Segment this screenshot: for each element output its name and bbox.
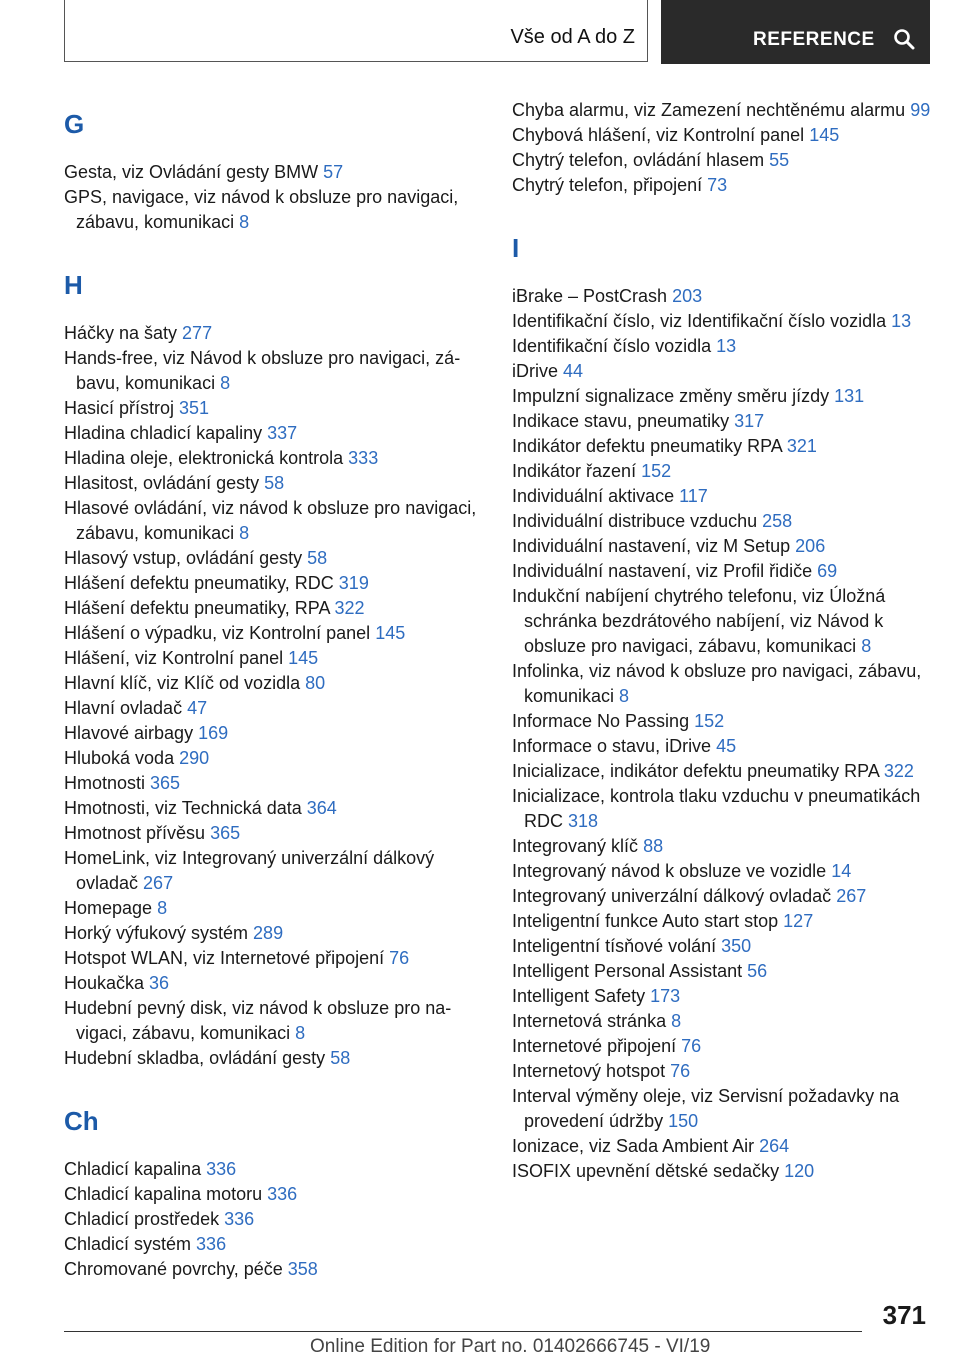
index-entry (512, 984, 932, 1009)
index-column-left (64, 100, 484, 1282)
index-entry-text: Chyba alarmu, viz Zamezení nechtěnému alarmu (512, 100, 911, 120)
index-entry (64, 971, 484, 996)
page-reference-link[interactable]: 8 (619, 686, 630, 706)
page-reference-link[interactable]: 322 (883, 761, 914, 781)
page-reference-link[interactable]: 203 (672, 286, 703, 306)
index-entry (512, 173, 932, 198)
index-entry-text: Inicializace, indikátor defektu pneumatiky RPA (512, 761, 884, 781)
index-entry-text: Informace o stavu, iDrive (512, 736, 717, 756)
index-entry (64, 721, 484, 746)
index-entry (512, 409, 932, 434)
index-entry (512, 759, 932, 784)
page-reference-link[interactable]: 76 (670, 1061, 691, 1081)
section-tab (64, 0, 648, 62)
index-entry-text: Inteligentní funkce Auto start stop (512, 911, 784, 931)
index-entry-text: Individuální nastavení, viz Profil řidiče (512, 561, 818, 581)
index-entry (64, 1046, 484, 1071)
page-reference-link[interactable]: 145 (288, 648, 319, 668)
index-entry-text: Hluboká voda (64, 748, 180, 768)
page-reference-link[interactable]: 56 (747, 961, 768, 981)
page-reference-link[interactable]: 76 (681, 1036, 702, 1056)
index-entry-text: Integrovaný klíč (512, 836, 644, 856)
index-entry-text: Hladina oleje, elektronická kontrola (64, 448, 349, 468)
page-reference-link[interactable]: 13 (716, 336, 737, 356)
index-entry-text: Houkačka (64, 973, 150, 993)
index-entry-text: Chladicí kapalina (64, 1159, 207, 1179)
index-entry-text: Hmotnost přívěsu (64, 823, 211, 843)
index-entry (512, 123, 932, 148)
page-reference-link[interactable]: 350 (721, 936, 752, 956)
section-gap (512, 198, 932, 218)
index-entry-text: Individuální distribuce vzduchu (512, 511, 763, 531)
page-reference-link[interactable]: 318 (568, 811, 599, 831)
page-reference-link[interactable]: 145 (809, 125, 840, 145)
index-letter-heading: G (64, 109, 85, 139)
index-entry-text: Hlavní ovladač (64, 698, 188, 718)
page-reference-link[interactable]: 57 (323, 162, 344, 182)
index-entry (512, 1159, 932, 1184)
index-entry-text: Chladicí systém (64, 1234, 197, 1254)
index-letter-heading: H (64, 270, 83, 300)
index-entry (64, 1157, 484, 1182)
page-reference-link[interactable]: 8 (157, 898, 168, 918)
index-entry (512, 1009, 932, 1034)
index-entry (64, 646, 484, 671)
index-entry-text: ISOFIX upevnění dětské sedačky (512, 1161, 785, 1181)
page-reference-link[interactable]: 277 (182, 323, 213, 343)
index-entry (512, 1034, 932, 1059)
index-entry (512, 734, 932, 759)
index-entry-text: Internetové připojení (512, 1036, 682, 1056)
page-reference-link[interactable]: 264 (759, 1136, 790, 1156)
index-entry (512, 148, 932, 173)
index-entry-text: Hasicí přístroj (64, 398, 180, 418)
page-reference-link[interactable]: 13 (891, 311, 912, 331)
index-entry (64, 746, 484, 771)
page-reference-link[interactable]: 365 (150, 773, 181, 793)
index-entry-text: Hands-free, viz Návod k obsluze pro navigaci, zábavu, komunikaci (64, 348, 461, 393)
page-reference-link[interactable]: 152 (694, 711, 725, 731)
page-reference-link[interactable]: 289 (253, 923, 284, 943)
index-entry (64, 1207, 484, 1232)
index-entry (64, 546, 484, 571)
index-entry-text: Informace No Passing (512, 711, 695, 731)
page-reference-link[interactable]: 73 (707, 175, 728, 195)
page-reference-link[interactable]: 364 (306, 798, 337, 818)
index-letter-heading: I (512, 233, 520, 263)
index-entry (512, 434, 932, 459)
index-entry-text: Hmotnosti, viz Technická data (64, 798, 307, 818)
section-gap (64, 235, 484, 255)
section-title: Vše od A do Z (510, 26, 635, 48)
index-entry (512, 909, 932, 934)
index-entry (512, 859, 932, 884)
edition-text: Online Edition for Part no. 01402666745 - VI/19 (310, 1336, 711, 1357)
index-entry-text: Chromované povrchy, péče (64, 1259, 288, 1279)
index-entry-text: Integrovaný univerzální dálkový ovladač (512, 886, 837, 906)
page-reference-link[interactable]: 169 (198, 723, 229, 743)
index-entry (512, 659, 932, 709)
index-entry-text: Integrovaný návod k obsluze ve vozidle (512, 861, 832, 881)
index-entry-text: iBrake – PostCrash (512, 286, 673, 306)
index-entry (512, 584, 932, 659)
page-reference-link[interactable]: 8 (671, 1011, 682, 1031)
page-reference-link[interactable]: 351 (179, 398, 210, 418)
index-entry-text: Hlavní klíč, viz Klíč od vozidla (64, 673, 306, 693)
index-entry-text: Hlasový vstup, ovládání gesty (64, 548, 308, 568)
page-reference-link[interactable]: 336 (196, 1234, 227, 1254)
page-reference-link[interactable]: 47 (187, 698, 208, 718)
index-entry-text: Hlavové airbagy (64, 723, 199, 743)
index-entry-text: Homepage (64, 898, 158, 918)
index-entry (64, 1232, 484, 1257)
page-reference-link[interactable]: 8 (239, 523, 250, 543)
index-entry (64, 446, 484, 471)
page-reference-link[interactable]: 69 (817, 561, 838, 581)
index-letter-heading: Ch (64, 1106, 99, 1136)
page-reference-link[interactable]: 8 (239, 212, 250, 232)
page-reference-link[interactable]: 358 (287, 1259, 318, 1279)
index-entry (512, 934, 932, 959)
page-reference-link[interactable]: 88 (643, 836, 664, 856)
index-entry-text: HomeLink, viz Integrovaný univerzální dálkový ovladač (64, 848, 435, 893)
index-entry (64, 471, 484, 496)
index-entry (64, 421, 484, 446)
page-reference-link[interactable]: 319 (338, 573, 369, 593)
page-number: 371 (882, 1300, 926, 1330)
index-entry-text: Háčky na šaty (64, 323, 183, 343)
index-entry (512, 334, 932, 359)
index-entry (64, 671, 484, 696)
index-entry-text: Indukční nabíjení chytrého telefonu, viz Úložná schránka bezdrátového nabíjení, viz Návod k obsluze pro navigaci, zábavu, komunikaci (512, 586, 886, 656)
index-entry-text: Hudební pevný disk, viz návod k obsluze pro navigaci, zábavu, komunikaci (64, 998, 452, 1043)
page-reference-link[interactable]: 336 (267, 1184, 298, 1204)
index-entry (64, 596, 484, 621)
index-entry-text: Hmotnosti (64, 773, 151, 793)
page-reference-link[interactable]: 258 (762, 511, 793, 531)
index-entry (512, 284, 932, 309)
page-header (64, 0, 930, 64)
index-entry-text: Hlasové ovládání, viz návod k obsluze pro navigaci, zábavu, komunikaci (64, 498, 477, 543)
index-entry-text: Indikátor řazení (512, 461, 642, 481)
page-reference-link[interactable]: 117 (679, 486, 708, 506)
index-entry (64, 996, 484, 1046)
index-entry-text: Gesta, viz Ovládání gesty BMW (64, 162, 324, 182)
index-entry-text: Individuální aktivace (512, 486, 680, 506)
index-entry (64, 396, 484, 421)
page-reference-link[interactable]: 152 (641, 461, 672, 481)
index-entry (512, 534, 932, 559)
index-entry-text: Intelligent Safety (512, 986, 651, 1006)
page-reference-link[interactable]: 150 (668, 1111, 699, 1131)
page-reference-link[interactable]: 55 (769, 150, 790, 170)
index-entry (512, 484, 932, 509)
index-entry-text: Indikace stavu, pneumatiky (512, 411, 735, 431)
index-entry-text: Identifikační číslo, viz Identifikační číslo vozidla (512, 311, 892, 331)
footer-divider (64, 1331, 862, 1332)
index-entry (64, 796, 484, 821)
reference-tab[interactable] (661, 0, 930, 64)
search-icon (893, 28, 915, 50)
index-entry (512, 784, 932, 834)
index-entry-text: Indikátor defektu pneumatiky RPA (512, 436, 787, 456)
edition-footer (310, 1336, 710, 1358)
index-entry (64, 896, 484, 921)
page-reference-link[interactable]: 322 (334, 598, 365, 618)
index-entry (64, 696, 484, 721)
index-entry-text: Chladicí kapalina motoru (64, 1184, 268, 1204)
index-entry (512, 884, 932, 909)
page-reference-link[interactable]: 99 (910, 100, 931, 120)
index-entry-text: Hladina chladicí kapaliny (64, 423, 268, 443)
index-entry-text: Individuální nastavení, viz M Setup (512, 536, 796, 556)
index-entry (512, 1059, 932, 1084)
index-column-right (512, 98, 932, 1184)
page-reference-link[interactable]: 76 (389, 948, 410, 968)
reference-label: REFERENCE (753, 29, 875, 50)
index-entry-text: Inicializace, kontrola tlaku vzduchu v pneumatikách RDC (512, 786, 921, 831)
index-entry-text: Intelligent Personal Assistant (512, 961, 748, 981)
page-reference-link[interactable]: 8 (295, 1023, 306, 1043)
page-reference-link[interactable]: 267 (143, 873, 174, 893)
index-entry (512, 509, 932, 534)
index-entry-text: GPS, navigace, viz návod k obsluze pro navigaci, zábavu, komunikaci (64, 187, 459, 232)
page-reference-link[interactable]: 36 (149, 973, 170, 993)
index-entry-text: Identifikační číslo vozidla (512, 336, 717, 356)
index-entry (64, 496, 484, 546)
page-reference-link[interactable]: 127 (783, 911, 814, 931)
index-entry (64, 921, 484, 946)
index-entry-text: Hlášení defektu pneumatiky, RPA (64, 598, 335, 618)
page-reference-link[interactable]: 58 (330, 1048, 351, 1068)
index-entry (512, 834, 932, 859)
page-reference-link[interactable]: 267 (836, 886, 867, 906)
page-reference-link[interactable]: 206 (795, 536, 826, 556)
index-entry-text: Impulzní signalizace změny směru jízdy (512, 386, 835, 406)
index-entry (64, 771, 484, 796)
page-reference-link[interactable]: 14 (831, 861, 852, 881)
index-entry (512, 359, 932, 384)
page-reference-link[interactable]: 8 (861, 636, 872, 656)
index-entry-text: Hudební skladba, ovládání gesty (64, 1048, 331, 1068)
page-reference-link[interactable]: 80 (305, 673, 326, 693)
index-entry-text: Infolinka, viz návod k obsluze pro navigaci, zábavu, komunikaci (512, 661, 922, 706)
index-entry (64, 1257, 484, 1282)
page-reference-link[interactable]: 317 (734, 411, 765, 431)
index-entry (512, 1084, 932, 1134)
index-entry (64, 346, 484, 396)
index-entry-text: Internetový hotspot (512, 1061, 671, 1081)
index-entry (64, 1182, 484, 1207)
index-entry-text: Hlasitost, ovládání gesty (64, 473, 265, 493)
page-reference-link[interactable]: 336 (206, 1159, 237, 1179)
page-reference-link[interactable]: 45 (716, 736, 737, 756)
page-reference-link[interactable]: 44 (563, 361, 584, 381)
index-entry-text: Chybová hlášení, viz Kontrolní panel (512, 125, 810, 145)
page-reference-link[interactable]: 321 (786, 436, 817, 456)
page-reference-link[interactable]: 336 (224, 1209, 255, 1229)
page-reference-link[interactable]: 365 (210, 823, 241, 843)
index-entry (64, 321, 484, 346)
index-entry (64, 160, 484, 185)
index-entry (512, 1134, 932, 1159)
index-entry-text: Chytrý telefon, ovládání hlasem (512, 150, 770, 170)
index-entry-text: iDrive (512, 361, 564, 381)
index-entry-text: Ionizace, viz Sada Ambient Air (512, 1136, 760, 1156)
index-entry (512, 98, 932, 123)
index-entry-text: Horký výfukový systém (64, 923, 254, 943)
page-reference-link[interactable]: 337 (267, 423, 298, 443)
section-gap (64, 1071, 484, 1091)
index-entry-text: Internetová stránka (512, 1011, 672, 1031)
page-reference-link[interactable]: 333 (348, 448, 379, 468)
index-entry (64, 946, 484, 971)
index-entry-text: Inteligentní tísňové volání (512, 936, 722, 956)
index-entry (512, 384, 932, 409)
page-reference-link[interactable]: 8 (220, 373, 231, 393)
index-entry (64, 185, 484, 235)
index-entry (64, 846, 484, 896)
page-reference-link[interactable]: 145 (375, 623, 406, 643)
index-entry (512, 309, 932, 334)
index-entry-text: Hlášení o výpadku, viz Kontrolní panel (64, 623, 376, 643)
page-reference-link[interactable]: 173 (650, 986, 681, 1006)
page-reference-link[interactable]: 58 (264, 473, 285, 493)
index-entry-text: Interval výměny oleje, viz Servisní požadavky na provedení údržby (512, 1086, 900, 1131)
index-entry (512, 559, 932, 584)
index-entry (512, 959, 932, 984)
index-entry (512, 709, 932, 734)
index-entry (512, 459, 932, 484)
index-entry-text: Chladicí prostředek (64, 1209, 225, 1229)
index-entry-text: Hotspot WLAN, viz Internetové připojení (64, 948, 390, 968)
page-reference-link[interactable]: 58 (307, 548, 328, 568)
index-entry-text: Chytrý telefon, připojení (512, 175, 708, 195)
page-reference-link[interactable]: 120 (784, 1161, 815, 1181)
index-entry (64, 571, 484, 596)
index-entry (64, 821, 484, 846)
index-entry-text: Hlášení, viz Kontrolní panel (64, 648, 289, 668)
page-reference-link[interactable]: 290 (179, 748, 210, 768)
index-entry (64, 621, 484, 646)
page-reference-link[interactable]: 131 (834, 386, 865, 406)
index-entry-text: Hlášení defektu pneumatiky, RDC (64, 573, 339, 593)
